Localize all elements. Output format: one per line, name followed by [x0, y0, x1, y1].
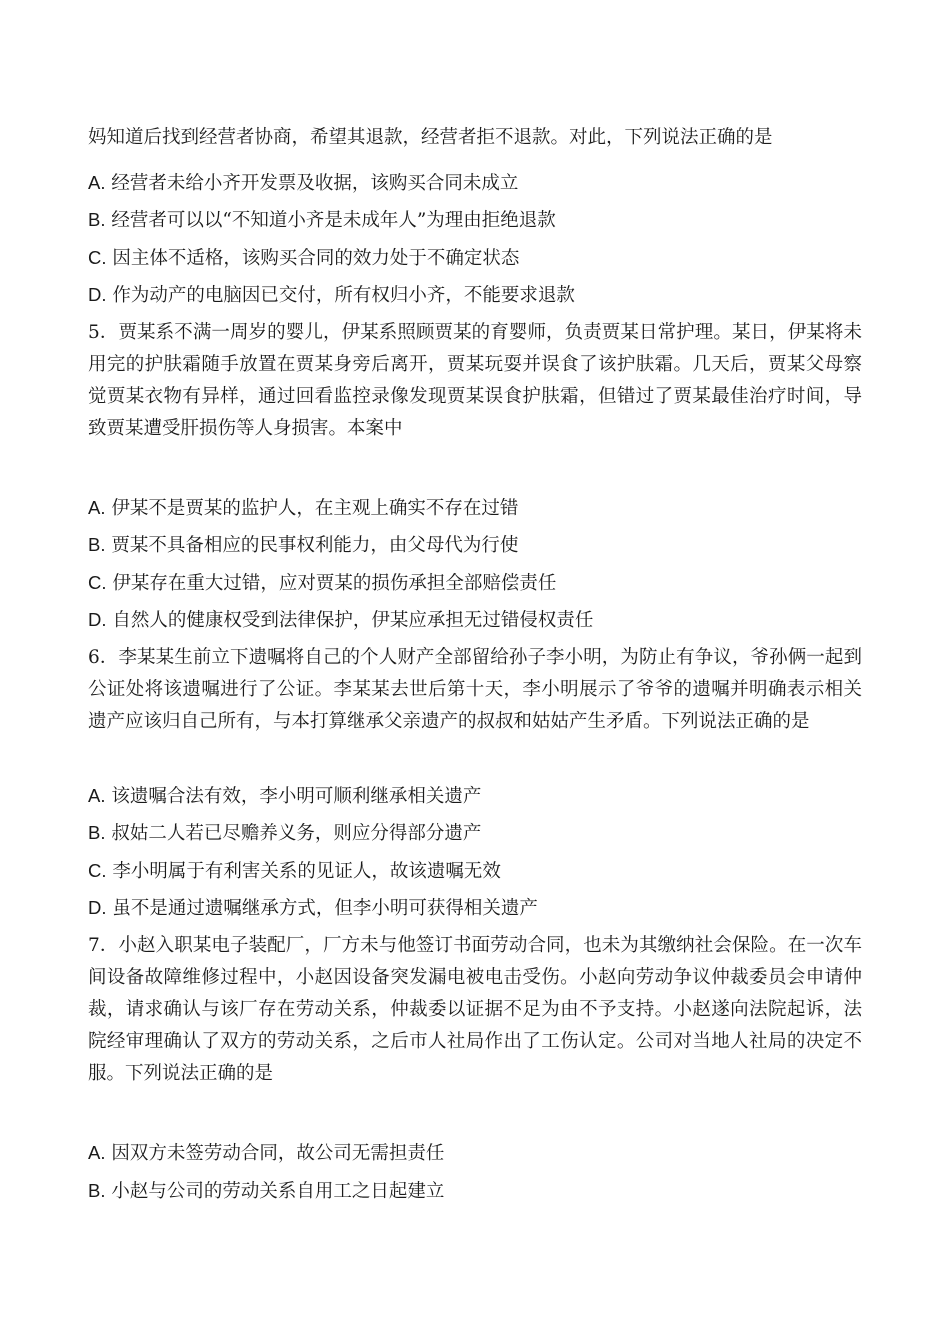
- q4-option-b: [88, 208, 862, 233]
- option-text: 因主体不适格，该购买合同的效力处于不确定状态: [112, 248, 520, 269]
- option-text: 作为动产的电脑因已交付，所有权归小齐，不能要求退款: [112, 285, 575, 306]
- q4-option-a: [88, 171, 862, 196]
- option-letter: D.: [88, 897, 107, 918]
- q5-option-a: [88, 496, 862, 521]
- option-letter: A.: [88, 172, 106, 193]
- option-text: 贾某不具备相应的民事权利能力，由父母代为行使: [111, 535, 519, 556]
- q5-option-c: [88, 571, 862, 596]
- q6-option-d: [88, 896, 862, 921]
- option-text: 李小明属于有利害关系的见证人，故该遗嘱无效: [112, 861, 501, 882]
- option-letter: D.: [88, 609, 107, 630]
- q6-stem: 6．李某某生前立下遗嘱将自己的个人财产全部留给孙子李小明，为防止有争议，爷孙俩一起到公证处将该遗嘱进行了公证。李某某去世后第十天，李小明展示了爷爷的遗嘱并明确表示相关遗产应该归自己所有，与本打算继承父亲遗产的叔叔和姑姑产生矛盾。下列说法正确的是: [88, 647, 862, 732]
- option-letter: B.: [88, 1180, 106, 1201]
- option-letter: B.: [88, 822, 106, 843]
- option-letter: B.: [88, 209, 106, 230]
- q4-option-d: [88, 283, 862, 308]
- option-text: 虽不是通过遗嘱继承方式，但李小明可获得相关遗产: [112, 898, 538, 919]
- q5-option-b: [88, 533, 862, 558]
- option-letter: B.: [88, 534, 106, 555]
- option-letter: C.: [88, 247, 107, 268]
- option-text: 伊某不是贾某的监护人，在主观上确实不存在过错: [111, 498, 519, 519]
- option-letter: D.: [88, 284, 107, 305]
- q6-option-b: [88, 821, 862, 846]
- option-text: 因双方未签劳动合同，故公司无需担责任: [111, 1143, 445, 1164]
- option-letter: A.: [88, 785, 106, 806]
- q7-option-b: [88, 1179, 862, 1204]
- q7-option-a: [88, 1141, 862, 1166]
- option-text: 小赵与公司的劳动关系自用工之日起建立: [111, 1181, 445, 1202]
- option-text: 该遗嘱合法有效，李小明可顺利继承相关遗产: [111, 786, 482, 807]
- option-text: 叔姑二人若已尽赡养义务，则应分得部分遗产: [111, 823, 482, 844]
- q6-option-c: [88, 859, 862, 884]
- option-letter: A.: [88, 497, 106, 518]
- option-letter: C.: [88, 860, 107, 881]
- option-text: 伊某存在重大过错，应对贾某的损伤承担全部赔偿责任: [112, 573, 557, 594]
- option-letter: A.: [88, 1142, 106, 1163]
- option-letter: C.: [88, 572, 107, 593]
- q4-stem-tail: 妈知道后找到经营者协商，希望其退款，经营者拒不退款。对此，下列说法正确的是: [88, 127, 773, 148]
- q4-option-c: [88, 246, 862, 271]
- option-text: 自然人的健康权受到法律保护，伊某应承担无过错侵权责任: [112, 610, 594, 631]
- option-text: 经营者可以以“不知道小齐是未成年人”为理由拒绝退款: [111, 210, 556, 231]
- q5-stem: 5．贾某系不满一周岁的婴儿，伊某系照顾贾某的育婴师，负责贾某日常护理。某日，伊某将未用完的护肤霜随手放置在贾某身旁后离开，贾某玩耍并误食了该护肤霜。几天后，贾某父母察觉贾某衣物有异样，通过回看监控录像发现贾某误食护肤霜，但错过了贾某最佳治疗时间，导致贾某遭受肝损伤等人身损害。本案中: [88, 322, 862, 439]
- q7-stem: 7．小赵入职某电子装配厂，厂方未与他签订书面劳动合同，也未为其缴纳社会保险。在一次车间设备故障维修过程中，小赵因设备突发漏电被电击受伤。小赵向劳动争议仲裁委员会申请仲裁，请求确认与该厂存在劳动关系，仲裁委以证据不足为由不予支持。小赵遂向法院起诉，法院经审理确认了双方的劳动关系，之后市人社局作出了工伤认定。公司对当地人社局的决定不服。下列说法正确的是: [88, 935, 862, 1084]
- q5-option-d: [88, 608, 862, 633]
- option-text: 经营者未给小齐开发票及收据，该购买合同未成立: [111, 173, 519, 194]
- q6-option-a: [88, 784, 862, 809]
